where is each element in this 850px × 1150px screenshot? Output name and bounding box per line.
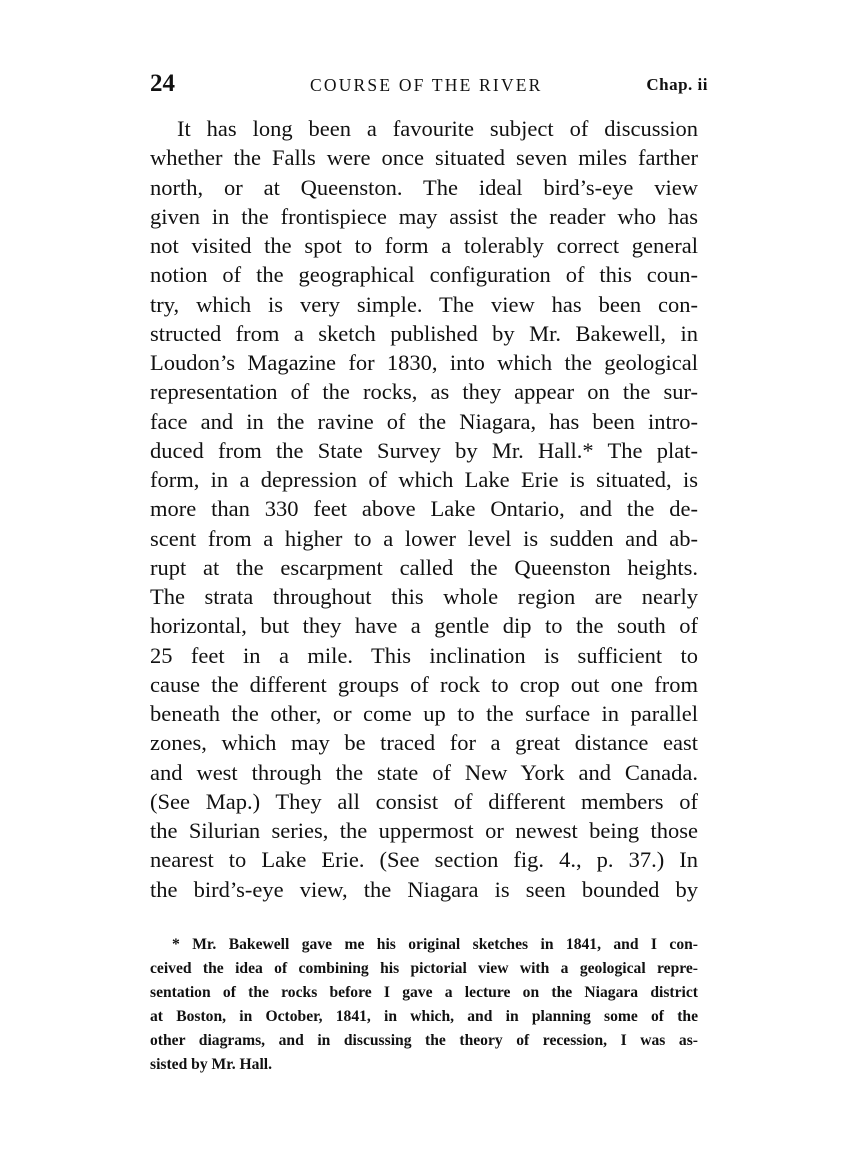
text-line: The strata throughout this whole region are nearly — [150, 584, 698, 609]
text-line: 25 feet in a mile. This inclination is sufficient to — [150, 642, 698, 668]
text-line: face and in the ravine of the Niagara, has been intro- — [150, 408, 698, 434]
text-line: nearest to Lake Erie. (See section fig. 4., p. 37.) In — [150, 847, 698, 873]
footnote-line: at Boston, in October, 1841, in which, and in planning some of the — [150, 1008, 698, 1025]
text-line: cause the different groups of rock to crop out one from — [150, 671, 698, 697]
text-line: beneath the other, or come up to the surface in parallel — [150, 701, 698, 726]
text-line: duced from the State Survey by Mr. Hall.* The plat- — [150, 437, 698, 463]
text-line: It has long been a favourite subject of discussion — [177, 116, 698, 141]
text-line: notion of the geographical configuration of this coun- — [150, 262, 698, 288]
text-line: (See Map.) They all consist of different members of — [150, 788, 698, 814]
footnote-line: ceived the idea of combining his pictorial view with a geological repre- — [150, 960, 698, 977]
text-line: north, or at Queenston. The ideal bird’s-eye view — [150, 174, 698, 200]
text-line: structed from a sketch published by Mr. Bakewell, in — [150, 320, 698, 346]
text-line: and west through the state of New York and Canada. — [150, 759, 698, 785]
text-line: the bird’s-eye view, the Niagara is seen bounded by — [150, 876, 698, 902]
page-number: 24 — [150, 70, 175, 97]
footnote — [150, 933, 698, 1077]
text-line: more than 330 feet above Lake Ontario, and the de- — [150, 496, 698, 522]
chapter-marker: Chap. ii — [646, 75, 708, 94]
text-line: not visited the spot to form a tolerably correct general — [150, 233, 698, 258]
text-line: Loudon’s Magazine for 1830, into which the geological — [150, 350, 698, 375]
footnote-line: * Mr. Bakewell gave me his original sketches in 1841, and I con- — [172, 936, 698, 953]
footnote-line: sentation of the rocks before I gave a lecture on the Niagara district — [150, 984, 698, 1001]
running-head — [150, 70, 710, 102]
text-line: horizontal, but they have a gentle dip to the south of — [150, 613, 698, 639]
body-text — [150, 114, 698, 904]
footnote-line: other diagrams, and in discussing the theory of recession, I was as- — [150, 1032, 698, 1049]
text-line: representation of the rocks, as they appear on the sur- — [150, 379, 698, 405]
text-line: whether the Falls were once situated seven miles farther — [150, 145, 698, 171]
text-line: scent from a higher to a lower level is sudden and ab- — [150, 525, 698, 551]
footnote-line: sisted by Mr. Hall. — [150, 1056, 273, 1073]
text-line: the Silurian series, the uppermost or newest being those — [150, 818, 698, 843]
text-line: given in the frontispiece may assist the reader who has — [150, 203, 698, 229]
running-title: COURSE OF THE RIVER — [310, 75, 543, 95]
text-line: rupt at the escarpment called the Queenston heights. — [150, 554, 698, 580]
text-line: try, which is very simple. The view has been con- — [150, 291, 698, 317]
text-line: zones, which may be traced for a great distance east — [150, 730, 698, 756]
text-line: form, in a depression of which Lake Erie is situated, is — [150, 467, 698, 492]
